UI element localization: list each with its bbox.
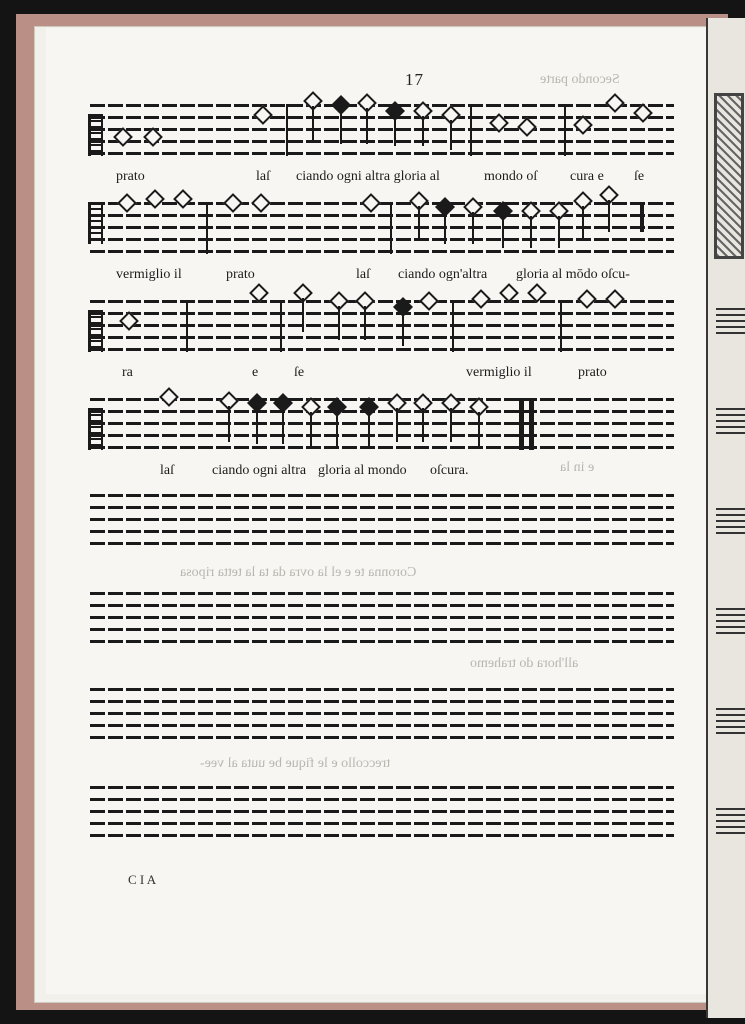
show-through-text: all'hora do trahemo [470,656,579,671]
note-head-icon [633,103,653,123]
note-head-icon [361,193,381,213]
facing-page-staff [716,808,745,834]
lyric-text: cura e [570,169,604,184]
note-head-icon [159,387,179,407]
facing-page-staff [716,308,745,334]
empty-staff [90,592,674,644]
facing-page-ornament [714,93,744,259]
clef-icon [88,310,103,352]
note-head-icon [143,127,163,147]
lyric-text: laſ [356,267,370,282]
note-head-icon [249,283,269,303]
note-head-icon [573,115,593,135]
signature-mark: C I A [128,872,157,887]
lyric-text: ciando ogni altra [212,463,307,478]
note-head-icon [471,289,491,309]
note-head-icon [119,311,139,331]
show-through-text: Secondo parte [540,72,620,87]
note-head-icon [251,193,271,213]
note-head-icon [605,93,625,113]
show-through-text: e in la [560,460,595,475]
empty-staff [90,494,674,546]
note-head-icon [605,289,625,309]
facing-page-edge [706,18,745,1018]
note-head-icon [223,193,243,213]
music-staff [90,300,674,352]
note-head-icon [577,289,597,309]
note-head-icon [113,127,133,147]
note-head-icon [517,117,537,137]
note-head-icon [253,105,273,125]
lyric-text: gloria al mōdo oſcu- [516,267,630,282]
lyric-text: laſ [256,169,270,184]
note-head-icon [419,291,439,311]
facing-page-staff [716,608,745,634]
music-staff [90,398,674,450]
lyric-text: prato [226,267,255,282]
clef-icon [88,202,103,244]
lyric-text: gloria al mondo [318,463,407,478]
lyric-text: oſcura. [430,463,469,478]
show-through-text: treccollo e le fique be uuta al vee- [200,756,391,771]
note-head-icon [527,283,547,303]
note-head-icon [173,189,193,209]
lyric-text: prato [578,365,607,380]
lyric-text: ciando ogn'altra [398,267,488,282]
lyric-text: ciando ogni altra gloria al [296,169,440,184]
facing-page-staff [716,508,745,534]
lyric-text: laſ [160,463,174,478]
lyric-text: e [252,365,259,380]
show-through-text: Coronna te e el la ovra da ta la tetta riposa [180,565,417,580]
empty-staff [90,688,674,740]
music-staff [90,104,674,156]
note-head-icon [499,283,519,303]
lyric-text: ra [122,365,133,380]
lyric-text: vermiglio il [116,267,182,282]
note-head-icon [117,193,137,213]
lyric-text: ſe [294,365,305,380]
lyric-text: ſe [634,169,645,184]
lyric-text: prato [116,169,145,184]
facing-page-staff [716,708,745,734]
note-head-icon [489,113,509,133]
lyric-text: mondo oſ [484,169,538,184]
music-staff [90,202,674,254]
empty-staff [90,786,674,838]
clef-icon [88,408,103,450]
lyric-text: vermiglio il [466,365,532,380]
clef-icon [88,114,103,156]
facing-page-staff [716,408,745,434]
note-head-icon [145,189,165,209]
page-number: 17 [405,70,424,89]
